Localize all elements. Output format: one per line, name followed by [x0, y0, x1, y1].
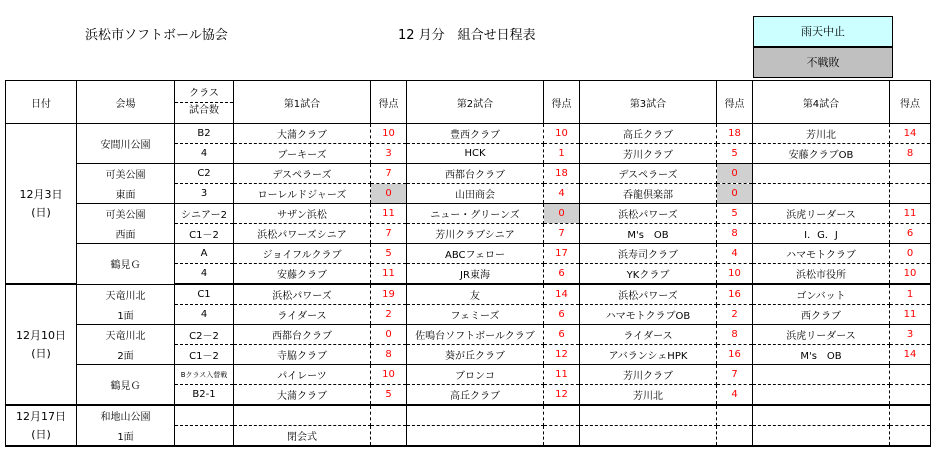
score1: 8: [371, 345, 407, 365]
date-line2: (日): [31, 427, 51, 441]
score3-header: 得点: [717, 81, 753, 124]
game4-team: [753, 184, 890, 204]
game1-team: 閉会式: [234, 426, 371, 447]
score2: [544, 426, 580, 447]
game1-team: ローレルドジャーズ: [234, 184, 371, 204]
score3: 16: [717, 345, 753, 365]
venue-cell: 鶴見Ｇ: [77, 244, 175, 285]
score3: [717, 405, 753, 426]
venue-cell: 2面: [77, 345, 175, 365]
class-header-line2: 試合数: [189, 104, 219, 116]
game1-team: パイレーツ: [234, 365, 371, 385]
score1-header: 得点: [371, 81, 407, 124]
game1-header: 第1試合: [234, 81, 371, 124]
table-row: [6, 305, 931, 325]
score3: 0: [717, 164, 753, 184]
score1: 5: [371, 385, 407, 406]
class-cell: 4: [175, 264, 234, 285]
game4-team: [753, 426, 890, 447]
venue-cell: 和地山公園: [77, 405, 175, 426]
class-cell: Bクラス入替戦: [175, 365, 234, 385]
game2-team: HCK: [407, 144, 544, 164]
game3-team: M's OB: [580, 224, 717, 244]
date-header: 日付: [6, 81, 77, 124]
game1-team: ブーキーズ: [234, 144, 371, 164]
game3-team: [580, 426, 717, 447]
game1-team: [234, 405, 371, 426]
game1-team: 大蒲クラブ: [234, 124, 371, 144]
score1: [371, 405, 407, 426]
game3-team: YKクラブ: [580, 264, 717, 285]
game2-team: [407, 405, 544, 426]
venue-cell: 可美公園: [77, 204, 175, 224]
game4-team: [753, 405, 890, 426]
venue-cell: 可美公園: [77, 164, 175, 184]
game4-team: 芳川北: [753, 124, 890, 144]
game4-team: 西クラブ: [753, 305, 890, 325]
game1-team: 浜松パワーズシニア: [234, 224, 371, 244]
class-header-line1: クラス: [175, 86, 233, 103]
date-cell: [6, 124, 77, 285]
score4: 8: [890, 144, 931, 164]
class-cell: シニアー2: [175, 204, 234, 224]
table-row: [6, 184, 931, 204]
venue-cell: 1面: [77, 426, 175, 447]
game3-team: デスペラーズ: [580, 164, 717, 184]
score4: 6: [890, 224, 931, 244]
class-cell: B2: [175, 124, 234, 144]
date-line2: (日): [31, 346, 51, 360]
score4: 1: [890, 284, 931, 305]
game3-team: 芳川北: [580, 385, 717, 406]
score3: 18: [717, 124, 753, 144]
game2-team: 山田商会: [407, 184, 544, 204]
game1-team: ライダース: [234, 305, 371, 325]
class-cell: 4: [175, 144, 234, 164]
score2: 1: [544, 144, 580, 164]
score4: 14: [890, 124, 931, 144]
class-header: [175, 81, 234, 124]
score4: [890, 385, 931, 406]
venue-cell: 東面: [77, 184, 175, 204]
score1: 11: [371, 204, 407, 224]
game2-team: 友: [407, 284, 544, 305]
game4-team: ゴンバット: [753, 284, 890, 305]
class-cell: 4: [175, 305, 234, 325]
class-cell: C2: [175, 164, 234, 184]
date-cell: [6, 284, 77, 405]
game1-team: 寺脇クラブ: [234, 345, 371, 365]
class-cell: 3: [175, 184, 234, 204]
score1: 10: [371, 124, 407, 144]
score2: 7: [544, 224, 580, 244]
game4-team: I．G．J: [753, 224, 890, 244]
game1-team: 西都台クラブ: [234, 325, 371, 345]
table-row: [6, 224, 931, 244]
game2-team: 佐鳴台ソフトボールクラブ: [407, 325, 544, 345]
table-row: [6, 244, 931, 264]
game2-team: JR東海: [407, 264, 544, 285]
game2-team: 葵が丘クラブ: [407, 345, 544, 365]
score3: 10: [717, 264, 753, 285]
venue-cell: 天竜川北: [77, 325, 175, 345]
score1: 7: [371, 224, 407, 244]
game4-team: 安藤クラブOB: [753, 144, 890, 164]
score2: 12: [544, 385, 580, 406]
game4-team: 浜虎リーダース: [753, 325, 890, 345]
class-cell: C1: [175, 284, 234, 305]
score3: 5: [717, 144, 753, 164]
table-row: [6, 405, 931, 426]
header-row: [6, 81, 931, 124]
date-cell: [6, 405, 77, 446]
score2: 10: [544, 124, 580, 144]
score4: [890, 184, 931, 204]
score1: 19: [371, 284, 407, 305]
game2-team: 高丘クラブ: [407, 385, 544, 406]
game3-team: 浜松パワーズ: [580, 284, 717, 305]
game4-team: ハマモトクラブ: [753, 244, 890, 264]
date-line1: 12月10日: [16, 328, 66, 342]
game2-team: 西都台クラブ: [407, 164, 544, 184]
score1: [371, 426, 407, 447]
game2-team: ニュー・グリーンズ: [407, 204, 544, 224]
association-name: 浜松市ソフトボール協会: [85, 28, 228, 43]
schedule-table: [5, 80, 931, 447]
venue-cell: 天竜川北: [77, 284, 175, 305]
legend-no-fight: 不戦敗: [753, 47, 893, 78]
score3: [717, 426, 753, 447]
table-row: [6, 284, 931, 305]
score3: 0: [717, 184, 753, 204]
score2: 6: [544, 264, 580, 285]
score4: 10: [890, 264, 931, 285]
game3-team: 芳川クラブ: [580, 365, 717, 385]
game1-team: デスペラーズ: [234, 164, 371, 184]
game3-team: 芳川クラブ: [580, 144, 717, 164]
venue-cell: 安間川公園: [77, 124, 175, 164]
game4-team: 浜松市役所: [753, 264, 890, 285]
class-cell: C1－2: [175, 224, 234, 244]
score3: 4: [717, 244, 753, 264]
game3-team: ライダース: [580, 325, 717, 345]
score4: [890, 164, 931, 184]
class-cell: [175, 405, 234, 426]
score2: 6: [544, 305, 580, 325]
score2: 6: [544, 325, 580, 345]
score3: 8: [717, 325, 753, 345]
score3: 5: [717, 204, 753, 224]
score1: 11: [371, 264, 407, 285]
game2-team: [407, 426, 544, 447]
game3-header: 第3試合: [580, 81, 717, 124]
score4: 0: [890, 244, 931, 264]
score3: 8: [717, 224, 753, 244]
score2: 18: [544, 164, 580, 184]
score4: 3: [890, 325, 931, 345]
game2-team: ブロンコ: [407, 365, 544, 385]
date-line2: (日): [31, 205, 51, 219]
date-line1: 12月17日: [16, 409, 66, 423]
game1-team: ジョイフルクラブ: [234, 244, 371, 264]
class-cell: [175, 426, 234, 447]
score1: 5: [371, 244, 407, 264]
game4-team: M's OB: [753, 345, 890, 365]
game1-team: 大蒲クラブ: [234, 385, 371, 406]
game4-team: [753, 365, 890, 385]
date-line1: 12月3日: [19, 187, 63, 201]
game3-team: ハマモトクラブOB: [580, 305, 717, 325]
game3-team: 呑龍倶楽部: [580, 184, 717, 204]
score2: 14: [544, 284, 580, 305]
score4: 11: [890, 305, 931, 325]
score2: 11: [544, 365, 580, 385]
score1: 10: [371, 365, 407, 385]
table-row: [6, 204, 931, 224]
game2-header: 第2試合: [407, 81, 544, 124]
score3: 2: [717, 305, 753, 325]
score3: 7: [717, 365, 753, 385]
table-row: [6, 164, 931, 184]
game2-team: ABCフェロー: [407, 244, 544, 264]
score1: 2: [371, 305, 407, 325]
game3-team: 浜松パワーズ: [580, 204, 717, 224]
game1-team: 安藤クラブ: [234, 264, 371, 285]
table-row: [6, 124, 931, 144]
score3: 16: [717, 284, 753, 305]
game3-team: [580, 405, 717, 426]
score1: 3: [371, 144, 407, 164]
score2: [544, 405, 580, 426]
score4: [890, 405, 931, 426]
score4: [890, 365, 931, 385]
score2: 4: [544, 184, 580, 204]
score2-header: 得点: [544, 81, 580, 124]
game2-team: フェミーズ: [407, 305, 544, 325]
game3-team: 高丘クラブ: [580, 124, 717, 144]
table-row: [6, 426, 931, 447]
venue-cell: 西面: [77, 224, 175, 244]
score1: 7: [371, 164, 407, 184]
score1: 0: [371, 184, 407, 204]
game2-team: 芳川クラブシニア: [407, 224, 544, 244]
game4-team: 浜虎リーダース: [753, 204, 890, 224]
game3-team: 浜寿司クラブ: [580, 244, 717, 264]
venue-cell: 1面: [77, 305, 175, 325]
score1: 0: [371, 325, 407, 345]
class-cell: A: [175, 244, 234, 264]
game3-team: アバランシェHPK: [580, 345, 717, 365]
game1-team: 浜松パワーズ: [234, 284, 371, 305]
game2-team: 豊西クラブ: [407, 124, 544, 144]
score4: 14: [890, 345, 931, 365]
score4-header: 得点: [890, 81, 931, 124]
class-cell: C1－2: [175, 345, 234, 365]
score3: 4: [717, 385, 753, 406]
score2: 12: [544, 345, 580, 365]
table-row: [6, 365, 931, 385]
table-row: [6, 325, 931, 345]
legend-rain-cancel: 雨天中止: [753, 16, 893, 47]
venue-cell: 鶴見Ｇ: [77, 365, 175, 406]
class-cell: C2－2: [175, 325, 234, 345]
score2: 0: [544, 204, 580, 224]
venue-header: 会場: [77, 81, 175, 124]
game4-header: 第4試合: [753, 81, 890, 124]
page-title: 12 月分 組合せ日程表: [398, 28, 536, 43]
game4-team: [753, 164, 890, 184]
table-row: [6, 345, 931, 365]
score4: [890, 426, 931, 447]
score2: 17: [544, 244, 580, 264]
game4-team: [753, 385, 890, 406]
class-cell: B2-1: [175, 385, 234, 406]
game1-team: サザン浜松: [234, 204, 371, 224]
score4: 11: [890, 204, 931, 224]
